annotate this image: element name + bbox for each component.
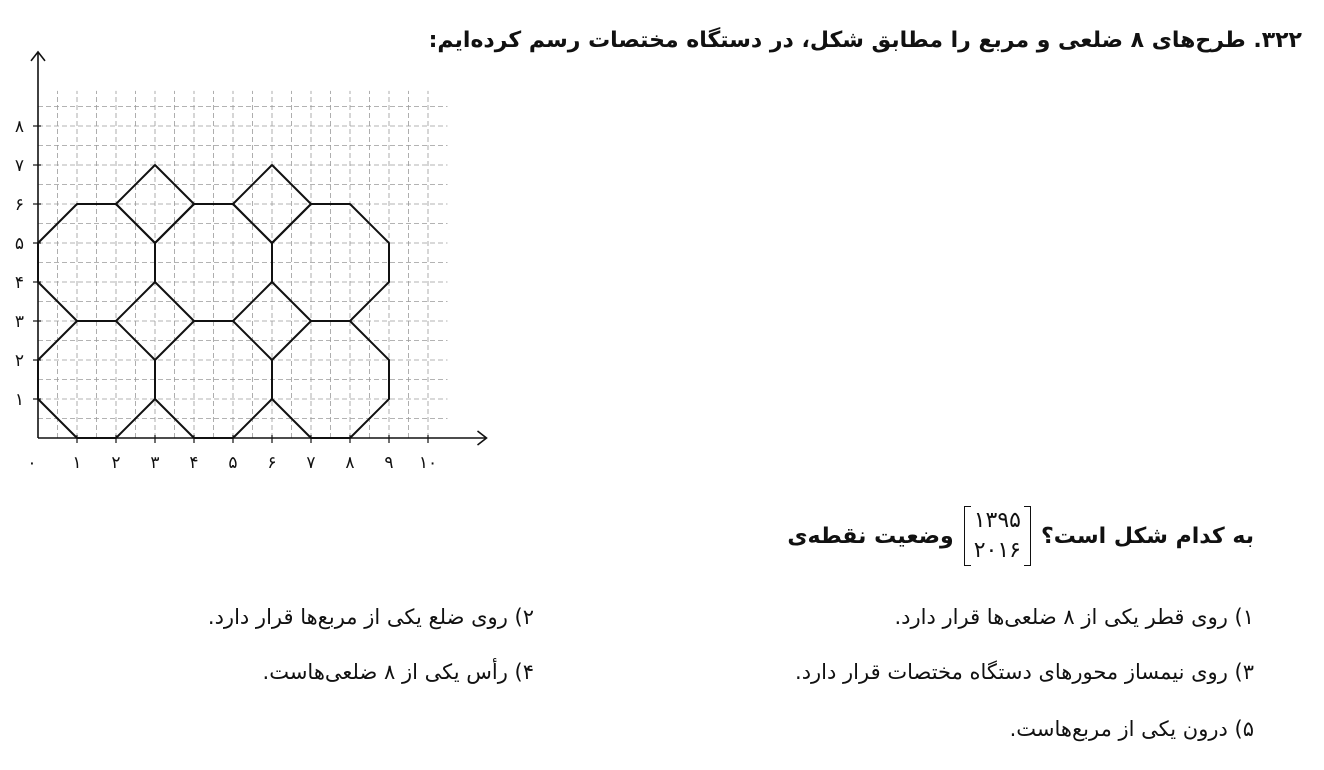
x-tick-label: ۶ (267, 453, 277, 473)
axes (31, 52, 487, 445)
y-tick-label: ۸ (14, 117, 24, 137)
point-matrix (964, 504, 1031, 568)
question-prompt (787, 504, 1254, 568)
x-tick-label: ۰ (27, 453, 37, 473)
x-tick-label: ۱۰ (418, 453, 438, 473)
grid-lines (38, 91, 448, 438)
y-tick-label: ۵ (14, 234, 24, 254)
axis-ticks (15, 117, 437, 473)
y-tick-label: ۱ (14, 390, 24, 410)
y-tick-label: ۲ (14, 351, 24, 371)
question-title: ۳۲۲. طرح‌های ۸ ضلعی و مربع را مطابق شکل، در دستگاه مختصات رسم کرده‌ایم: (428, 28, 1302, 53)
option-3[interactable]: ۳) روی نیمساز محورهای دستگاه مختصات قرار دارد. (795, 660, 1254, 684)
x-tick-label: ۳ (150, 453, 160, 473)
prompt-after: به کدام شکل است؟ (1040, 523, 1254, 549)
point-y: ۲۰۱۶ (973, 538, 1021, 563)
option-2[interactable]: ۲) روی ضلع یکی از مربع‌ها قرار دارد. (207, 605, 534, 629)
x-tick-label: ۲ (111, 453, 121, 473)
x-tick-label: ۹ (384, 453, 394, 473)
x-tick-label: ۷ (306, 453, 316, 473)
y-tick-label: ۳ (14, 312, 24, 332)
y-tick-label: ۴ (14, 273, 24, 293)
x-tick-label: ۵ (228, 453, 238, 473)
prompt-before: وضعیت نقطه‌ی (787, 523, 954, 549)
point-x: ۱۳۹۵ (973, 508, 1021, 533)
option-1[interactable]: ۱) روی قطر یکی از ۸ ضلعی‌ها قرار دارد. (894, 605, 1254, 629)
x-tick-label: ۴ (189, 453, 199, 473)
coordinate-figure (0, 30, 520, 480)
option-4[interactable]: ۴) رأس یکی از ۸ ضلعی‌هاست. (262, 660, 534, 684)
y-tick-label: ۶ (14, 195, 24, 215)
option-5[interactable]: ۵) درون یکی از مربع‌هاست. (1009, 717, 1254, 741)
x-tick-label: ۸ (345, 453, 355, 473)
y-tick-label: ۷ (14, 156, 24, 176)
x-tick-label: ۱ (72, 453, 82, 473)
